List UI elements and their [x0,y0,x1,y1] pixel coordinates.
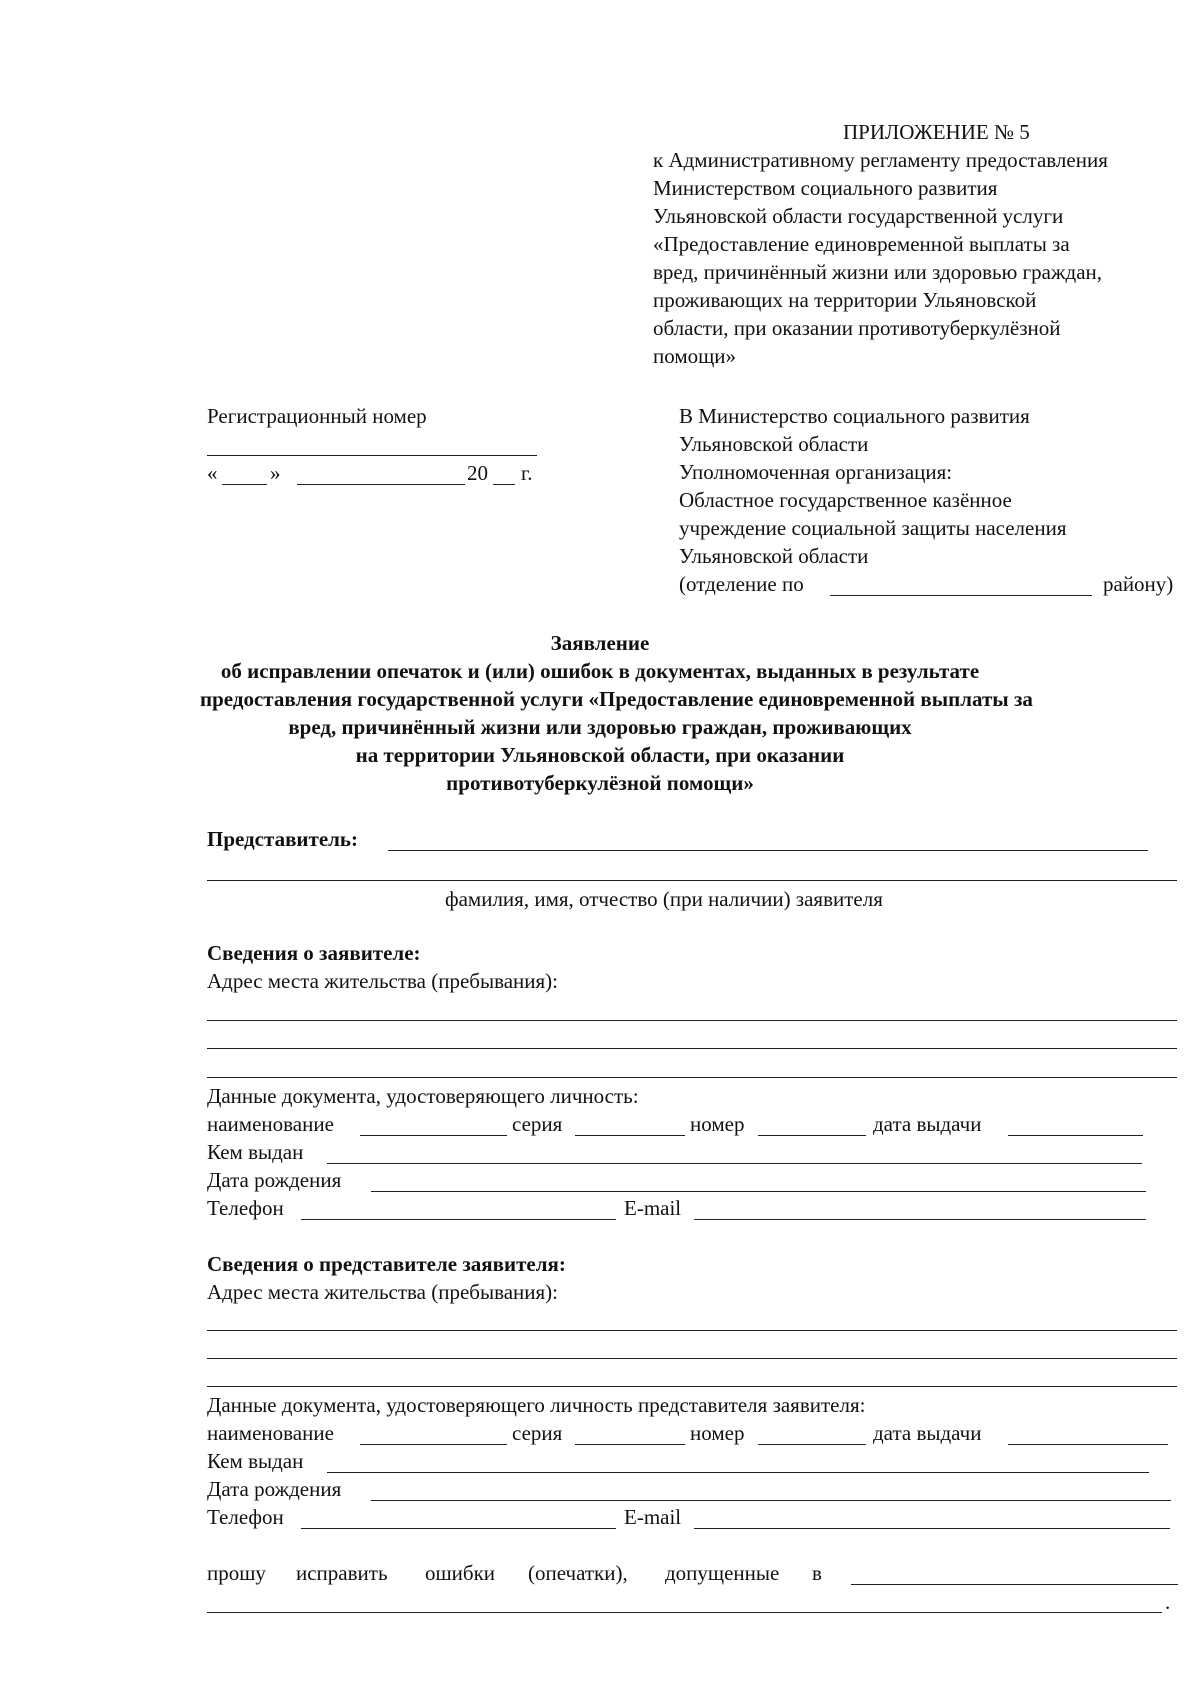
applicant-doc-name-field[interactable] [360,1135,507,1136]
recipient-line: Ульяновской области [679,544,869,568]
applicant-address-label: Адрес места жительства (пребывания): [207,969,559,993]
applicant-address-field-2[interactable] [207,1048,1177,1049]
recipient-line: учреждение социальной защиты населения [679,516,1067,540]
rep-issue-date-label: дата выдачи [873,1421,982,1445]
applicant-issued-by-label: Кем выдан [207,1140,304,1164]
applicant-issue-date-field[interactable] [1008,1135,1143,1136]
recipient-branch-suffix: району) [1103,572,1174,596]
rep-address-field-3[interactable] [207,1386,1177,1387]
request-end-mark: . [1165,1590,1171,1614]
registration-date-open: « [207,461,218,485]
request-document-field-2[interactable] [207,1612,1162,1613]
rep-issued-by-field[interactable] [327,1472,1149,1473]
applicant-series-label: серия [512,1112,563,1136]
rep-birth-date-field[interactable] [371,1500,1171,1501]
applicant-issue-date-label: дата выдачи [873,1112,982,1136]
applicant-heading: Сведения о заявителе: [207,941,421,965]
rep-details-heading: Сведения о представителе заявителя: [207,1252,566,1276]
rep-phone-field[interactable] [301,1528,616,1529]
rep-doc-label: Данные документа, удостоверяющего личность представителя заявителя: [207,1393,866,1417]
rep-address-label: Адрес места жительства (пребывания): [207,1280,559,1304]
applicant-name-label: наименование [207,1112,334,1136]
applicant-email-label: E-mail [624,1196,682,1220]
appendix-line: помощи» [653,344,737,368]
rep-birth-date-label: Дата рождения [207,1477,342,1501]
rep-phone-label: Телефон [207,1505,284,1529]
recipient-line: Областное государственное казённое [679,488,1012,512]
registration-label: Регистрационный номер [207,404,427,428]
registration-number-field[interactable] [207,455,537,456]
appendix-line: вред, причинённый жизни или здоровью граждан, [653,260,1102,284]
recipient-branch-field[interactable] [830,595,1092,596]
applicant-email-field[interactable] [694,1219,1146,1220]
request-document-field[interactable] [851,1584,1178,1585]
request-word: ошибки [425,1561,496,1585]
statement-subtitle-line: об исправлении опечаток и (или) ошибок в документах, выданных в результате [220,659,980,683]
request-word: прошу [207,1561,266,1585]
request-word: (опечатки), [528,1561,628,1585]
rep-name-label: наименование [207,1421,334,1445]
request-word: исправить [296,1561,388,1585]
applicant-series-field[interactable] [575,1135,685,1136]
statement-subtitle-line: на территории Ульяновской области, при оказании [355,743,845,767]
applicant-address-field-1[interactable] [207,1020,1177,1021]
rep-email-label: E-mail [624,1505,682,1529]
registration-year-prefix: 20 [467,461,488,485]
representative-name-field[interactable] [207,880,1177,881]
rep-address-field-2[interactable] [207,1358,1177,1359]
appendix-line: к Административному регламенту предоставления [653,148,1108,172]
recipient-line: Уполномоченная организация: [679,460,953,484]
appendix-line: области, при оказании противотуберкулёзной [653,316,1061,340]
rep-number-label: номер [690,1421,745,1445]
applicant-phone-field[interactable] [301,1219,616,1220]
registration-date-close: » [270,461,281,485]
registration-month-field[interactable] [297,484,465,485]
request-word: допущенные [665,1561,780,1585]
appendix-line: «Предоставление единовременной выплаты за [653,232,1070,256]
statement-subtitle-line: противотуберкулёзной помощи» [446,771,754,795]
applicant-birth-date-field[interactable] [371,1191,1146,1192]
recipient-block [679,402,1189,570]
rep-address-field-1[interactable] [207,1330,1177,1331]
applicant-number-field[interactable] [758,1135,866,1136]
statement-subtitle-line: предоставления государственной услуги «Предоставление единовременной выплаты за [200,687,1033,711]
applicant-issued-by-field[interactable] [327,1163,1142,1164]
statement-subtitle-line: вред, причинённый жизни или здоровью граждан, проживающих [288,715,912,739]
registration-year-suffix: г. [521,461,533,485]
registration-day-field[interactable] [222,484,267,485]
rep-series-field[interactable] [575,1444,685,1445]
applicant-birth-date-label: Дата рождения [207,1168,342,1192]
rep-series-label: серия [512,1421,563,1445]
statement-title-block [200,629,1033,797]
recipient-line: Ульяновской области [679,432,869,456]
rep-number-field[interactable] [758,1444,866,1445]
applicant-phone-label: Телефон [207,1196,284,1220]
appendix-line: проживающих на территории Ульяновской [653,288,1037,312]
rep-issue-date-field[interactable] [1008,1444,1168,1445]
representative-caption: фамилия, имя, отчество (при наличии) заявителя [445,887,883,911]
appendix-line: Ульяновской области государственной услуги [653,204,1064,228]
rep-doc-name-field[interactable] [360,1444,507,1445]
rep-email-field[interactable] [694,1528,1170,1529]
appendix-title: ПРИЛОЖЕНИЕ № 5 [843,120,1030,144]
recipient-branch-prefix: (отделение по [679,572,804,596]
representative-field[interactable] [388,850,1148,851]
representative-label: Представитель: [207,827,359,851]
applicant-number-label: номер [690,1112,745,1136]
appendix-line: Министерством социального развития [653,176,998,200]
appendix-block [653,118,1193,370]
statement-title: Заявление [550,631,650,655]
recipient-line: В Министерство социального развития [679,404,1030,428]
rep-issued-by-label: Кем выдан [207,1449,304,1473]
request-word: в [812,1561,822,1585]
applicant-doc-label: Данные документа, удостоверяющего личность: [207,1084,639,1108]
applicant-address-field-3[interactable] [207,1077,1177,1078]
registration-year-field[interactable] [493,484,515,485]
